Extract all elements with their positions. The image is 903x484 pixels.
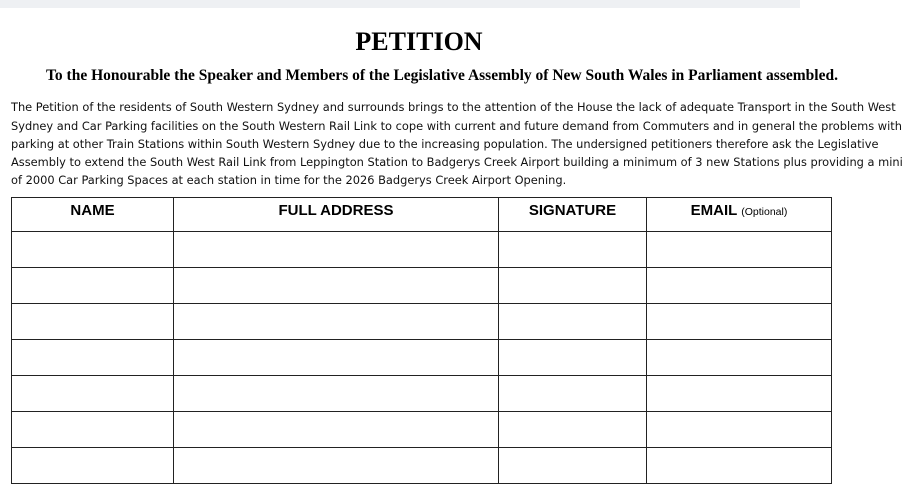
table-row [12,448,832,484]
petition-body-line-5: of 2000 Car Parking Spaces at each station in time for the 2026 Badgerys Creek Airport Opening. [11,173,567,187]
address-cell[interactable] [174,304,499,340]
name-cell[interactable] [12,376,174,412]
document-title: PETITION [355,27,483,56]
table-row [12,376,832,412]
email-header-label: EMAIL [690,202,738,219]
signature-cell[interactable] [499,412,647,448]
email-cell[interactable] [647,412,832,448]
table-row [12,340,832,376]
address-cell[interactable] [174,340,499,376]
email-cell[interactable] [647,376,832,412]
signature-cell[interactable] [499,232,647,268]
table-row [12,412,832,448]
signature-table [11,197,832,484]
signature-cell[interactable] [499,340,647,376]
name-cell[interactable] [12,448,174,484]
address-cell[interactable] [174,268,499,304]
name-cell[interactable] [12,232,174,268]
name-cell[interactable] [12,304,174,340]
email-cell[interactable] [647,340,832,376]
address-cell[interactable] [174,232,499,268]
table-row [12,268,832,304]
petition-body-line-1: The Petition of the residents of South Western Sydney and surrounds brings to the attention of the House the lack of adequate Transport in the South West [11,100,896,114]
table-row [12,232,832,268]
email-column-header [647,198,832,232]
name-cell[interactable] [12,268,174,304]
email-optional-note: (Optional) [741,206,788,218]
address-column-header: FULL ADDRESS [174,198,499,232]
table-header-row [12,198,832,232]
address-cell[interactable] [174,412,499,448]
email-cell[interactable] [647,304,832,340]
name-cell[interactable] [12,340,174,376]
signature-column-header: SIGNATURE [499,198,647,232]
petition-body-line-4: Assembly to extend the South West Rail Link from Leppington Station to Badgerys Creek Airport building a minimum of 3 new Stations plus providing a mini [11,155,903,169]
signature-cell[interactable] [499,304,647,340]
address-cell[interactable] [174,376,499,412]
signature-cell[interactable] [499,376,647,412]
email-cell[interactable] [647,268,832,304]
signature-rows [12,232,832,484]
email-cell[interactable] [647,448,832,484]
petition-body-line-2: Sydney and Car Parking facilities on the South Western Rail Link to cope with current and future demand from Commuters and in general the problems with [11,119,902,133]
petition-body-line-3: parking at other Train Stations within South Western Sydney due to the increasing population. The undersigned petitioners therefore ask the Legislative [11,137,879,151]
signature-cell[interactable] [499,448,647,484]
name-cell[interactable] [12,412,174,448]
name-column-header: NAME [12,198,174,232]
email-cell[interactable] [647,232,832,268]
table-row [12,304,832,340]
address-cell[interactable] [174,448,499,484]
addressee-line: To the Honourable the Speaker and Members of the Legislative Assembly of New South Wales in Parliament assembled. [46,67,838,84]
top-strip [0,0,800,8]
signature-cell[interactable] [499,268,647,304]
